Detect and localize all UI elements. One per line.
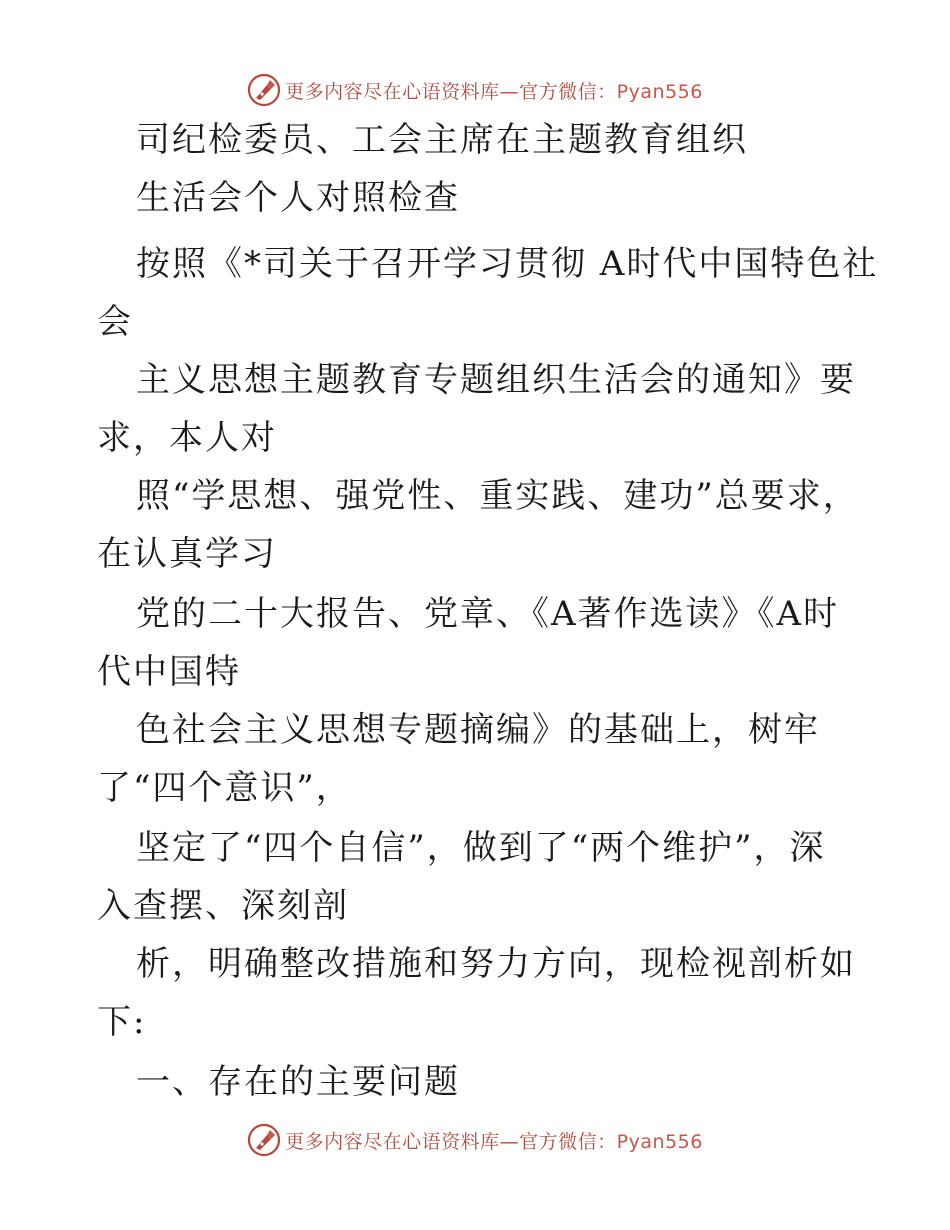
- paragraph-line: 按照《*司关于召开学习贯彻 A时代中国特色社: [136, 244, 879, 284]
- paragraph-line: 坚定了“四个自信”，做到了“两个维护”，深: [136, 828, 826, 868]
- paragraph-line: 析，明确整改措施和努力方向，现检视剖析如: [136, 944, 856, 984]
- paragraph-line: 入查摆、深刻剖: [97, 886, 349, 926]
- watermark-label: 更多内容尽在心语资料库—官方微信：: [285, 80, 617, 103]
- watermark-banner-bottom: [0, 1120, 950, 1160]
- paragraph-line: 求，本人对: [97, 418, 277, 458]
- pen-nib-logo-icon: [247, 73, 281, 107]
- watermark-text: [285, 77, 703, 104]
- paragraph-line: 照“学思想、强党性、重实践、建功”总要求，: [136, 476, 859, 516]
- paragraph-line: 主义思想主题教育专题组织生活会的通知》要: [136, 360, 856, 400]
- paragraph-line: 在认真学习: [97, 534, 277, 574]
- watermark-banner-top: [0, 70, 950, 110]
- pen-nib-logo-icon: [247, 1123, 281, 1157]
- section-heading: 一、存在的主要问题: [136, 1062, 460, 1102]
- paragraph-line: 代中国特: [97, 652, 241, 692]
- paragraph-line: 会: [97, 302, 133, 342]
- paragraph-line: 了“四个意识”，: [97, 768, 352, 808]
- document-title-line-2: 生活会个人对照检查: [136, 178, 460, 218]
- watermark-wechat-id: Pyan556: [616, 1130, 703, 1153]
- watermark-label: 更多内容尽在心语资料库—官方微信：: [285, 1130, 617, 1153]
- paragraph-line: 党的二十大报告、党章、《A著作选读》《A时: [136, 594, 840, 634]
- paragraph-line: 色社会主义思想专题摘编》的基础上，树牢: [136, 710, 820, 750]
- watermark-text: [285, 1127, 703, 1154]
- paragraph-line: 下:: [97, 1002, 147, 1042]
- watermark-wechat-id: Pyan556: [616, 80, 703, 103]
- document-title-line-1: 司纪检委员、工会主席在主题教育组织: [136, 120, 748, 160]
